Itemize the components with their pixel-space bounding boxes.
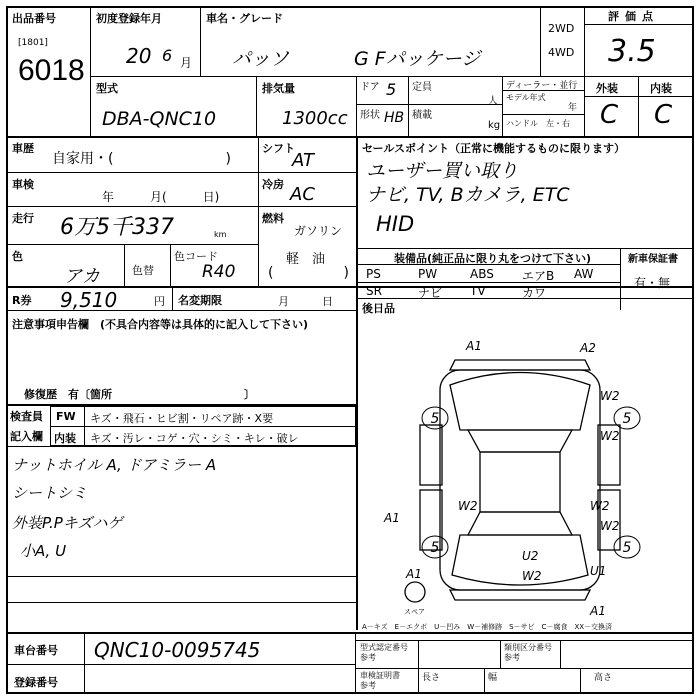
class-label: 類別区分番号 参考 [504, 643, 552, 662]
lot-number: 6018 [18, 54, 85, 87]
divider [356, 310, 358, 630]
divider [584, 24, 694, 25]
damage-mark: W2 [590, 499, 610, 513]
car-rear-bumper [450, 590, 590, 600]
int-text: キズ・汚レ・コゲ・穴・シミ・キレ・破レ [90, 432, 299, 445]
score-value: 3.5 [608, 34, 656, 69]
divider [580, 668, 581, 694]
chassis-number: QNC10-0095745 [94, 638, 261, 662]
interior-label: 内装 [650, 82, 672, 95]
interior-grade: C [654, 100, 673, 130]
damage-mark: A1 [466, 339, 482, 353]
capacity-unit: 人 [488, 96, 498, 107]
cert-label: 型式認定番号 参考 [360, 643, 408, 662]
equipment-item: エアB [522, 269, 555, 283]
notes-label: 注意事項申告欄 (不具合内容等は具体的に記入して下さい) [12, 318, 309, 331]
divider [6, 244, 258, 245]
damage-mark: W2 [600, 519, 620, 533]
comment-4: 小A, U [20, 542, 67, 560]
color-label: 色 [12, 250, 23, 263]
divider [200, 6, 201, 76]
inspector-label-1: 検査員 [10, 410, 43, 423]
divider [6, 446, 356, 447]
fuel-label: 燃料 [262, 212, 284, 225]
fuel-gas: ガソリン [294, 224, 343, 238]
car-body [440, 370, 600, 590]
shape-label: 形状 [360, 110, 380, 121]
reg-cert-label: 車検証明書 参考 [360, 671, 400, 690]
car-hood [450, 373, 590, 431]
divider [6, 664, 356, 665]
mileage-value: 6万5千337 [60, 215, 174, 240]
comment-1: ナットホイル A, ドアミラー A [12, 456, 217, 474]
divider [560, 640, 561, 668]
displacement-label: 排気量 [262, 82, 295, 95]
divider [356, 136, 358, 310]
divider [172, 286, 173, 310]
fuel-diesel: 軽 油 [286, 252, 326, 267]
width-label: 幅 [488, 673, 498, 683]
car-diagram [360, 330, 690, 620]
repair-label: 修復歴 有〔箇所 〕 [24, 388, 255, 401]
divider [584, 96, 694, 97]
damage-mark: U1 [590, 564, 607, 578]
car-front-bumper [450, 360, 590, 370]
damage-mark: W2 [600, 389, 620, 403]
divider [356, 282, 620, 283]
divider [6, 310, 356, 311]
name-change-label: 名変期限 [178, 294, 222, 307]
equipment-item: SR [366, 284, 382, 298]
exterior-grade: C [600, 100, 619, 130]
damage-mark: A2 [580, 341, 596, 355]
model-value: DBA-QNC10 [102, 108, 217, 130]
r-ken-unit: 円 [154, 295, 165, 308]
car-name: パッソ [232, 48, 290, 70]
model-year-label: モデル年式 [506, 93, 546, 102]
damage-mark: A1 [590, 604, 606, 618]
month-unit: 月 [180, 56, 193, 70]
divider [90, 6, 91, 136]
warranty-label: 新車保証書 [628, 254, 678, 265]
exterior-label: 外装 [596, 82, 618, 95]
spare-tire [405, 582, 425, 602]
divider [418, 640, 419, 694]
selling-point-1: ユーザー買い取り [366, 160, 519, 182]
mileage-unit: km [214, 230, 227, 239]
divider [356, 76, 357, 136]
car-name-label: 車名・グレード [206, 12, 283, 25]
color-code-label: 色コード [174, 250, 218, 263]
selling-point-3: HID [376, 212, 415, 236]
r-ken-value: 9,510 [60, 288, 118, 312]
divider [638, 76, 639, 136]
equipment-item: AW [574, 267, 594, 281]
int-label: 内装 [54, 432, 76, 445]
divider [256, 76, 257, 136]
first-reg-month: 6 [162, 46, 173, 65]
doors-value: 5 [386, 80, 397, 99]
car-rear-glass [468, 512, 572, 535]
shift-label: シフト [262, 142, 295, 155]
divider [84, 632, 85, 694]
damage-mark: A1 [384, 511, 400, 525]
capacity-label: 定員 [412, 82, 432, 93]
tire-rr-value: 5 [622, 540, 632, 556]
damage-mark: U2 [522, 549, 539, 563]
divider [6, 172, 356, 173]
grade: G Fパッケージ [354, 48, 481, 70]
divider [408, 76, 409, 136]
damage-mark: A1 [406, 567, 422, 581]
height-label: 高さ [594, 673, 613, 683]
divider [6, 602, 356, 603]
divider [540, 6, 541, 76]
fw-label: FW [56, 410, 76, 423]
divider [500, 640, 501, 668]
divider [502, 90, 584, 91]
score-label: 評価点 [608, 10, 659, 23]
car-roof [480, 452, 560, 512]
equipment-item: PS [366, 267, 381, 281]
divider [124, 244, 125, 286]
load-unit: kg [488, 120, 501, 131]
lot-sub: [1801] [18, 38, 48, 48]
damage-legend: A－キズ E－エクボ U－凹み W－補修跡 S－サビ C－腐食 XX－交換済 [362, 623, 613, 631]
divider [356, 248, 694, 249]
ac-value: AC [290, 184, 315, 205]
inspection-label: 車検 [12, 178, 34, 191]
selling-points-label: セールスポイント（正常に機能するものに限ります） [362, 142, 626, 155]
lot-label: 出品番号 [12, 12, 56, 25]
divider [356, 640, 694, 641]
warranty-value: 有・無 [634, 276, 671, 290]
color-code-value: R40 [202, 262, 236, 282]
name-change-value: 月 日 [278, 295, 333, 308]
r-ken-label: R券 [12, 294, 32, 307]
equipment-item: カワ [522, 286, 547, 300]
car-trunk [452, 535, 588, 585]
tire-fr-value: 5 [622, 411, 632, 427]
divider [356, 668, 694, 669]
car-left-front-door [420, 425, 442, 485]
year-unit: 年 [568, 103, 578, 113]
divider [50, 426, 356, 427]
divider [356, 104, 502, 105]
mileage-label: 走行 [12, 212, 34, 225]
divider [258, 136, 259, 286]
later-date-label: 後日品 [362, 302, 395, 315]
divider [502, 114, 584, 115]
comment-2: シートシミ [12, 484, 88, 502]
ac-label: 冷房 [262, 178, 284, 191]
load-label: 積載 [412, 110, 432, 121]
divider [356, 264, 620, 265]
equipment-item: ABS [470, 267, 494, 281]
selling-point-2: ナビ, TV, Bカメラ, ETC [366, 184, 570, 206]
reg-label: 登録番号 [14, 676, 58, 689]
divider [356, 298, 694, 299]
divider [584, 76, 694, 77]
dealer-label: ディーラー・並行 [506, 81, 578, 91]
fw-text: キズ・飛石・ヒビ割・リペア跡・X要 [90, 412, 274, 425]
displacement-value: 1300cc [282, 108, 348, 129]
car-windshield [468, 430, 572, 452]
shift-value: AT [292, 150, 314, 171]
inspection-value: 年 月( 日) [102, 190, 220, 204]
divider [584, 6, 585, 136]
drive-4wd: 4WD [548, 46, 575, 59]
divider [502, 76, 503, 136]
divider [6, 136, 694, 138]
divider [6, 206, 356, 207]
divider [90, 76, 584, 77]
color-change-label: 色替 [132, 264, 154, 277]
equipment-item: ナビ [418, 286, 443, 300]
length-label: 長さ [422, 673, 441, 683]
history-value: 自家用・( ) [52, 151, 231, 167]
equipment-item: PW [418, 267, 438, 281]
first-reg-year: 20 [126, 44, 152, 68]
fuel-bracket: ( ) [268, 265, 349, 281]
divider [84, 406, 85, 446]
equipment-label: 装備品(純正品に限り丸をつけて下さい) [394, 252, 592, 265]
shape-value: HB [384, 110, 405, 126]
damage-mark: W2 [600, 429, 620, 443]
damage-mark: W2 [458, 499, 478, 513]
chassis-label: 車台番号 [14, 644, 58, 657]
damage-mark: W2 [522, 569, 542, 583]
tire-rl-value: 5 [430, 540, 440, 556]
comment-3: 外装P.Pキズハゲ [12, 514, 123, 532]
inspector-label-2: 記入欄 [10, 430, 43, 443]
divider [484, 668, 485, 694]
spare-label: スペア [404, 608, 425, 616]
model-label: 型式 [96, 82, 118, 95]
divider [6, 576, 356, 577]
first-reg-label: 初度登録年月 [96, 12, 162, 25]
equipment-item: TV [470, 284, 486, 298]
divider [620, 248, 621, 310]
tire-fl-value: 5 [430, 411, 440, 427]
drive-2wd: 2WD [548, 22, 575, 35]
divider [170, 244, 171, 286]
color-value: アカ [64, 266, 100, 287]
history-label: 車歴 [12, 142, 34, 155]
door-label: ドア [360, 82, 380, 93]
handle-label: ハンドル 左・右 [506, 119, 570, 128]
